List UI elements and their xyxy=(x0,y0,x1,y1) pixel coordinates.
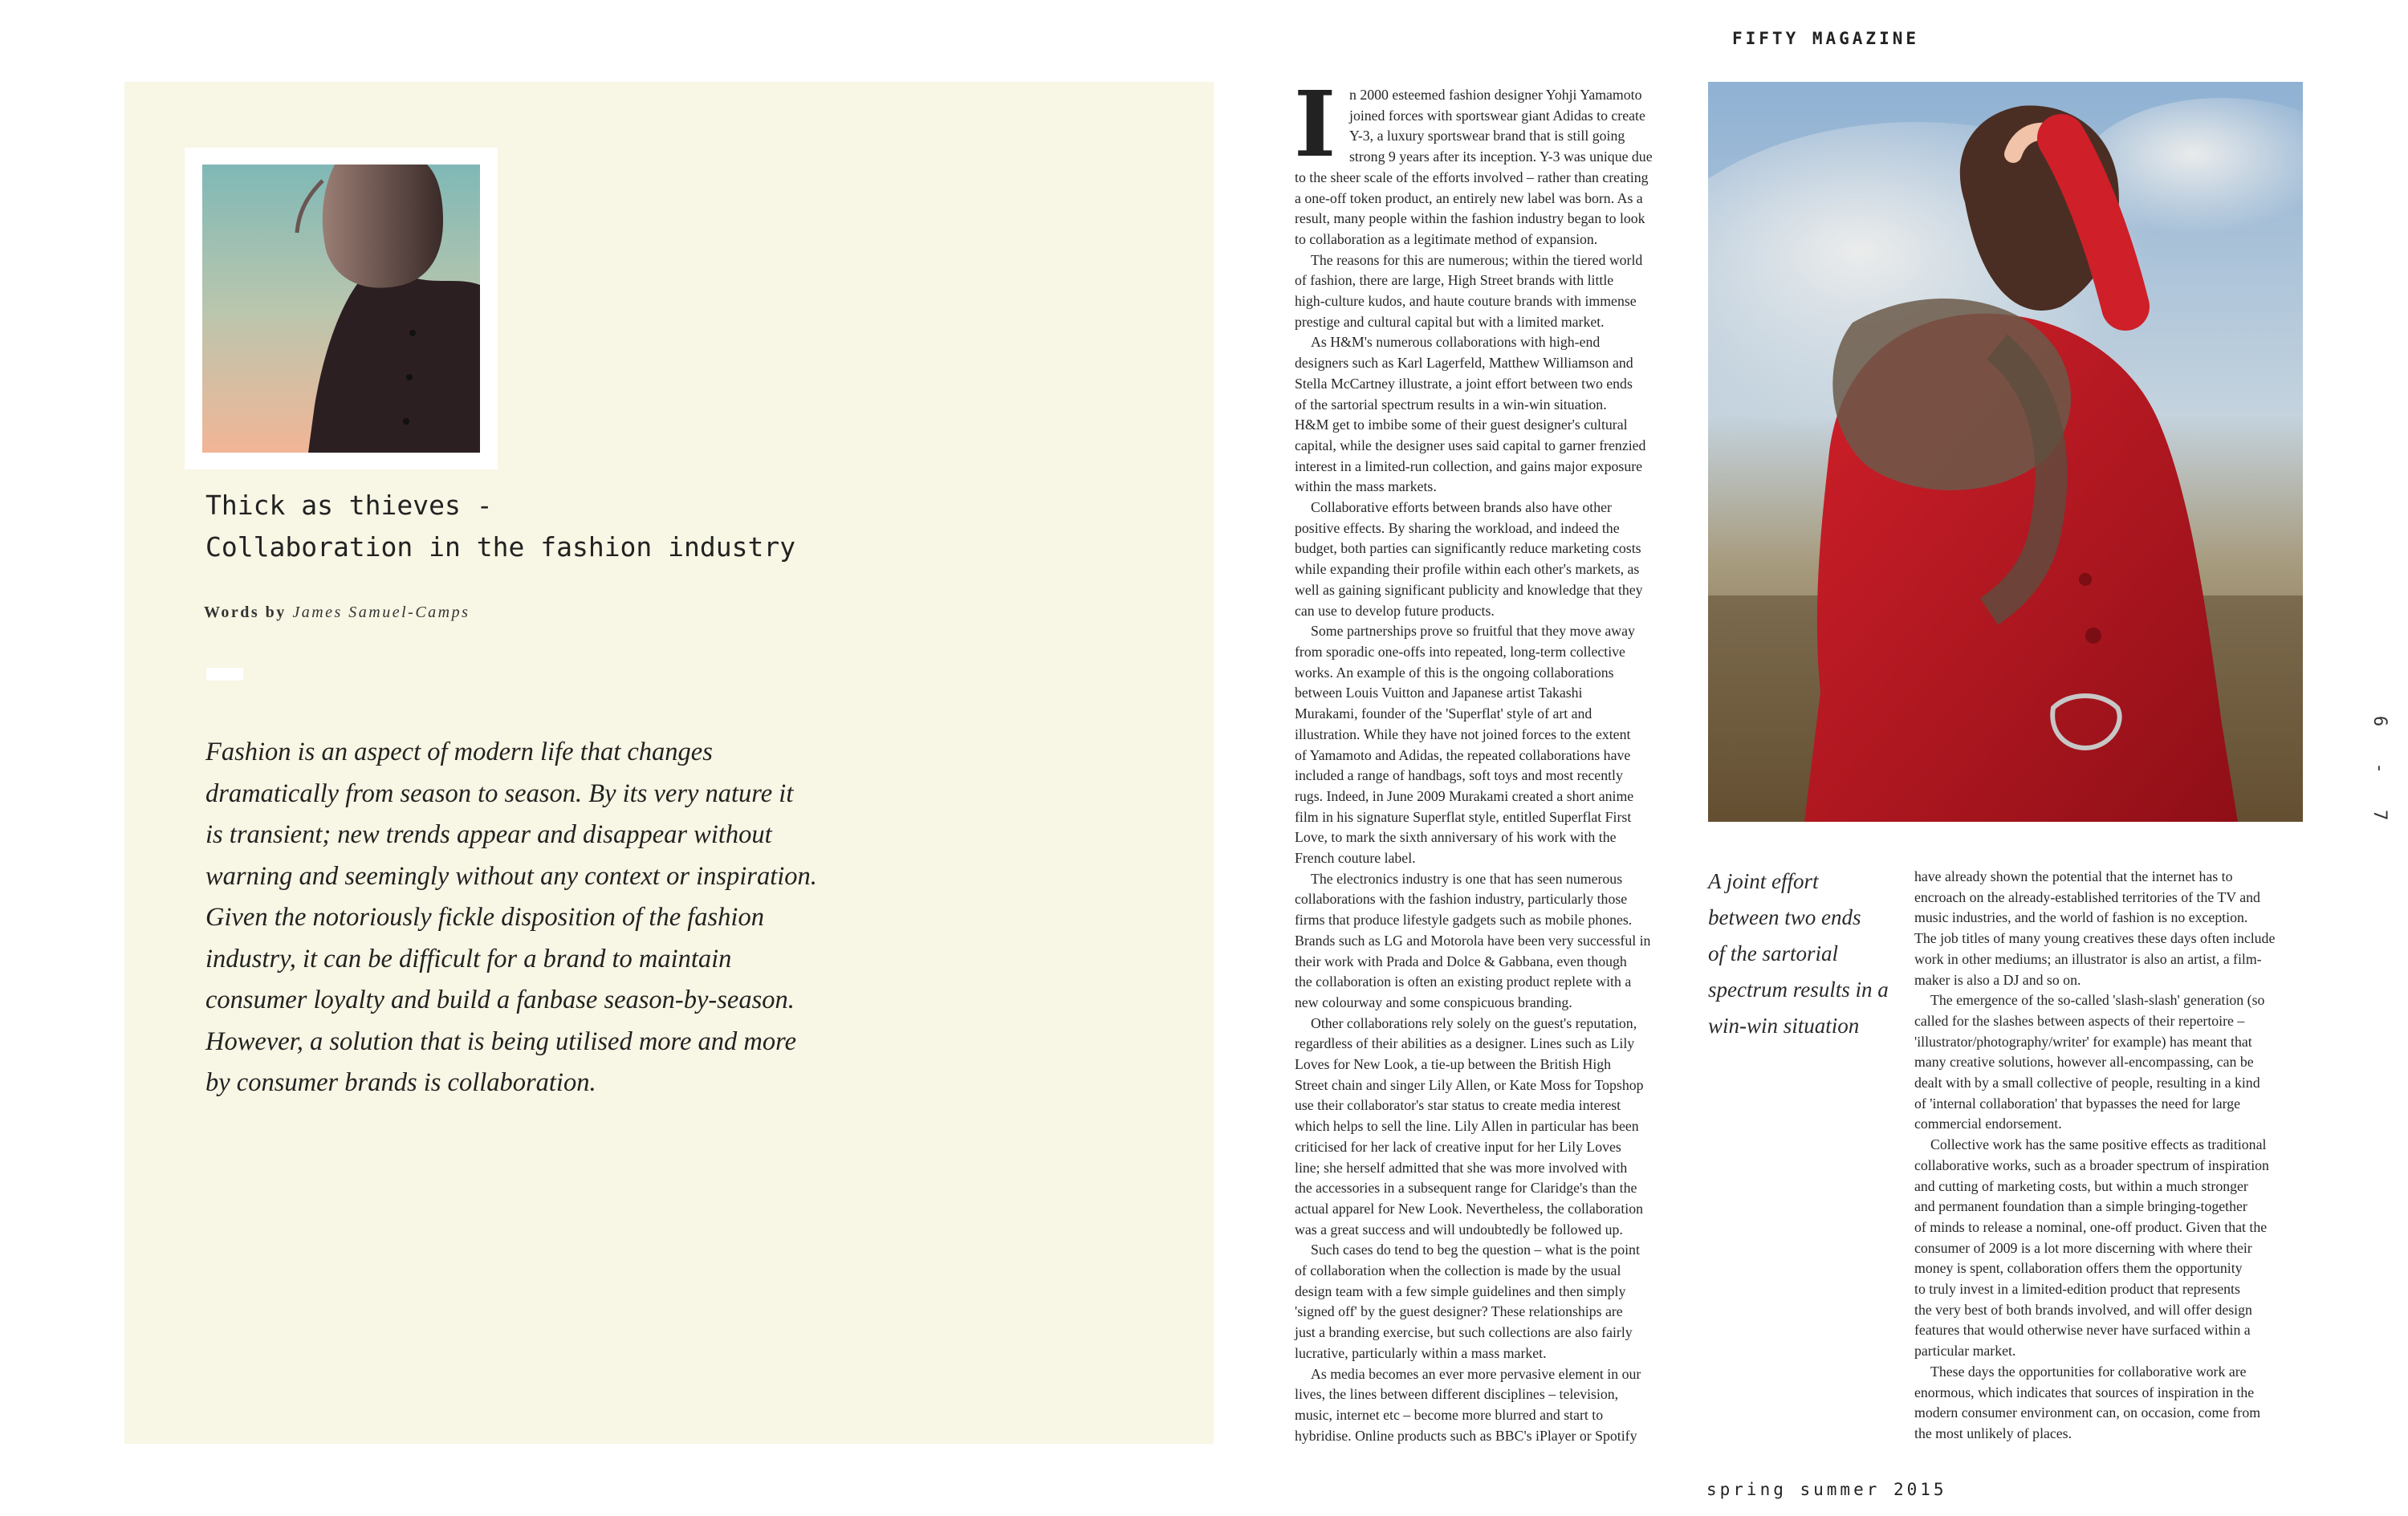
body-text-line: particular market. xyxy=(1914,1343,2016,1360)
body-column-3 xyxy=(1914,867,2308,1445)
body-text-line: French couture label. xyxy=(1295,850,1416,867)
body-text-line: encroach on the already-established territories of the TV and xyxy=(1914,888,2260,905)
body-text-line: high-culture kudos, and haute couture brands with immense xyxy=(1295,293,1637,310)
body-text-line: a one-off token product, an entirely new label was born. As a xyxy=(1295,189,1643,206)
woman-in-coat-photo xyxy=(202,165,480,453)
body-text-line: music, internet etc – become more blurred and start to xyxy=(1295,1407,1604,1423)
body-text-line: collaborations with the fashion industry, particularly those xyxy=(1295,891,1628,908)
body-text-line: the collaboration is often an existing product replete with a xyxy=(1295,973,1632,990)
body-text-line: collaborative works, such as a broader spectrum of inspiration xyxy=(1914,1156,2269,1173)
body-text-line: the accessories in a subsequent range for Claridge's than the xyxy=(1295,1180,1637,1197)
pull-quote xyxy=(1708,864,1909,1044)
body-text-line: film in his signature Superflat style, entitled Superflat First xyxy=(1295,808,1632,825)
body-text-line: Street chain and singer Lily Allen, or Kate Moss for Topshop xyxy=(1295,1076,1644,1093)
body-text-line: As media becomes an ever more pervasive element in our xyxy=(1311,1365,1641,1382)
body-text-line: of the sartorial spectrum results in a win-win situation. xyxy=(1295,396,1607,413)
body-text-line: and cutting of marketing costs, but within a much stronger xyxy=(1914,1177,2248,1194)
body-text-line: designers such as Karl Lagerfeld, Matthew Williamson and xyxy=(1295,355,1633,372)
pull-quote-line: spectrum results in a xyxy=(1708,977,1889,1002)
body-text-line: the most unlikely of places. xyxy=(1914,1425,2072,1441)
body-text-line: music industries, and the world of fashion is no exception. xyxy=(1914,909,2248,926)
body-text-line: illustration. While they have not joined forces to the extent xyxy=(1295,725,1631,742)
body-text-line: Loves for New Look, a tie-up between the British High xyxy=(1295,1056,1612,1073)
pull-quote-line: win-win situation xyxy=(1708,1014,1860,1038)
body-text-line: maker is also a DJ and so on. xyxy=(1914,971,2081,988)
byline xyxy=(204,604,470,622)
body-text-line: lucrative, particularly within a mass market. xyxy=(1295,1344,1547,1361)
body-text-line: 'signed off' by the guest designer? These relationships are xyxy=(1295,1303,1623,1320)
body-text-line: have already shown the potential that the internet has to xyxy=(1914,868,2233,884)
body-text-line: Y-3, a luxury sportswear brand that is still going xyxy=(1349,128,1625,144)
body-text-line: As H&M's numerous collaborations with high-end xyxy=(1311,334,1601,351)
intro-line: consumer loyalty and build a fanbase season-by-season. xyxy=(205,986,795,1014)
body-text-line: dealt with by a small collective of people, resulting in a kind xyxy=(1914,1075,2260,1091)
body-text-line: Stella McCartney illustrate, a joint effort between two ends xyxy=(1295,375,1633,392)
body-text-line: the very best of both brands involved, and will offer design xyxy=(1914,1301,2252,1318)
body-text-line: The reasons for this are numerous; within the tiered world xyxy=(1311,251,1643,268)
body-text-line: The electronics industry is one that has seen numerous xyxy=(1311,870,1623,887)
intro-line: industry, it can be difficult for a brand to maintain xyxy=(205,944,732,973)
body-text-line: actual apparel for New Look. Nevertheless, the collaboration xyxy=(1295,1200,1643,1217)
intro-line: Fashion is an aspect of modern life that changes xyxy=(205,738,713,766)
body-text-line: within the mass markets. xyxy=(1295,478,1437,495)
body-text-line: of 'internal collaboration' that bypasses the need for large xyxy=(1914,1095,2241,1112)
pull-quote-line: A joint effort xyxy=(1708,869,1819,893)
body-text-line: capital, while the designer uses said capital to garner frenzied xyxy=(1295,437,1646,453)
woman-in-red-coat-photo xyxy=(1708,82,2303,822)
body-text-line: of Yamamoto and Adidas, the repeated collaborations have xyxy=(1295,746,1631,763)
body-text-line: modern consumer environment can, on occasion, come from xyxy=(1914,1404,2261,1421)
body-text-line: Other collaborations rely solely on the guest's reputation, xyxy=(1311,1014,1637,1031)
body-text-line: H&M get to imbibe some of their guest designer's cultural xyxy=(1295,417,1628,433)
body-text-line: regardless of their abilities as a designer. Lines such as Lily xyxy=(1295,1035,1635,1052)
body-text-line: strong 9 years after its inception. Y-3 was unique due xyxy=(1349,148,1653,165)
body-text-line: 'illustrator/photography/writer' for example) has meant that xyxy=(1914,1033,2252,1050)
section-marker xyxy=(206,668,243,681)
article-headline xyxy=(205,485,928,568)
body-text-line: money is spent, collaboration offers them the opportunity xyxy=(1914,1260,2243,1277)
body-text-line: The emergence of the so-called 'slash-slash' generation (so xyxy=(1930,992,2265,1009)
headline-line-1: Thick as thieves - xyxy=(205,490,493,521)
body-text-line: of minds to release a nominal, one-off product. Given that the xyxy=(1914,1218,2268,1235)
body-text-line: works. An example of this is the ongoing collaborations xyxy=(1295,664,1614,681)
body-text-line: which helps to sell the line. Lily Allen in particular has been xyxy=(1295,1118,1639,1135)
body-text-line: joined forces with sportswear giant Adidas to create xyxy=(1349,107,1645,124)
body-text-line: Love, to mark the sixth anniversary of his work with the xyxy=(1295,829,1617,846)
body-text-line: Such cases do tend to beg the question – what is the point xyxy=(1311,1242,1640,1258)
body-text-line: while expanding their profile within each other's markets, as xyxy=(1295,561,1640,578)
body-text-line: firms that produce lifestyle gadgets such as mobile phones. xyxy=(1295,912,1633,929)
body-text-line: The job titles of many young creatives these days often include xyxy=(1914,930,2276,947)
body-text-line: Collaborative efforts between brands also have other xyxy=(1311,499,1612,516)
body-text-line: line; she herself admitted that she was more involved with xyxy=(1295,1159,1628,1176)
body-text-line: included a range of handbags, soft toys and most recently xyxy=(1295,767,1623,784)
body-text-line: of fashion, there are large, High Street brands with little xyxy=(1295,272,1614,289)
body-text-line: Some partnerships prove so fruitful that they move away xyxy=(1311,623,1635,640)
body-text-line: of collaboration when the collection is made by the usual xyxy=(1295,1262,1621,1279)
magazine-masthead: FIFTY MAGAZINE xyxy=(1732,29,1920,48)
body-text-line: to the sheer scale of the efforts involved – rather than creating xyxy=(1295,169,1649,185)
body-text-line: result, many people within the fashion industry began to look xyxy=(1295,210,1645,227)
body-text-line: budget, both parties can significantly reduce marketing costs xyxy=(1295,540,1641,557)
intro-line: Given the notoriously fickle disposition of the fashion xyxy=(205,903,764,932)
body-text-line: was a great success and will undoubtedly be followed up. xyxy=(1295,1221,1623,1238)
body-text-line: features that would otherwise never have surfaced within a xyxy=(1914,1322,2251,1339)
body-text-line: rugs. Indeed, in June 2009 Murakami created a short anime xyxy=(1295,787,1634,804)
body-text-line: commercial endorsement. xyxy=(1914,1116,2062,1132)
body-text-line: to collaboration as a legitimate method of expansion. xyxy=(1295,230,1598,247)
body-text-line: enormous, which indicates that sources of inspiration in the xyxy=(1914,1384,2255,1400)
body-text-line: These days the opportunities for collaborative work are xyxy=(1930,1363,2247,1380)
intro-paragraph xyxy=(205,732,848,1104)
body-text-line: design team with a few simple guidelines and then simply xyxy=(1295,1282,1626,1299)
body-text-line: well as gaining significant publicity and knowledge that they xyxy=(1295,581,1643,598)
body-column-1 xyxy=(1294,72,1680,1446)
body-text-line: lives, the lines between different disciplines – television, xyxy=(1295,1386,1619,1403)
body-text-line: hybridise. Online products such as BBC's iPlayer or Spotify xyxy=(1295,1427,1637,1444)
byline-label: Words by xyxy=(204,604,287,621)
intro-line: dramatically from season to season. By its very nature it xyxy=(205,778,794,808)
body-text-line: many creative solutions, however all-encompassing, can be xyxy=(1914,1054,2254,1071)
body-text-line: consumer of 2009 is a lot more discerning with where their xyxy=(1914,1239,2252,1256)
body-text-line: their work with Prada and Dolce & Gabbana, even though xyxy=(1295,953,1627,969)
body-text-line: called for the slashes between aspects of their repertoire – xyxy=(1914,1012,2245,1029)
issue-season: spring summer 2015 xyxy=(1706,1480,1947,1499)
body-text-line: positive effects. By sharing the workload, and indeed the xyxy=(1295,519,1620,536)
body-text-line: prestige and cultural capital but with a limited market. xyxy=(1295,313,1605,330)
body-text-line: just a branding exercise, but such collections are also fairly xyxy=(1295,1324,1633,1341)
page-numbers: 6 - 7 xyxy=(2369,716,2390,834)
body-text-line: n 2000 esteemed fashion designer Yohji Yamamoto xyxy=(1349,87,1642,103)
body-text-line: and permanent foundation than a simple bringing-together xyxy=(1914,1198,2247,1215)
pull-quote-line: of the sartorial xyxy=(1708,941,1839,965)
body-text-line: new colourway and some conspicuous branding. xyxy=(1295,994,1572,1010)
body-text-line: Murakami, founder of the 'Superflat' style of art and xyxy=(1295,705,1592,722)
byline-author: James Samuel-Camps xyxy=(292,604,470,621)
intro-line: is transient; new trends appear and disappear without xyxy=(205,820,772,849)
body-text-line: to truly invest in a limited-edition product that represents xyxy=(1914,1281,2240,1298)
intro-line: by consumer brands is collaboration. xyxy=(205,1068,596,1097)
small-photo-frame xyxy=(185,148,498,469)
body-text-line: Collective work has the same positive effects as traditional xyxy=(1930,1136,2267,1153)
body-text-line: from sporadic one-offs into repeated, long-term collective xyxy=(1295,643,1625,660)
body-text-line: between Louis Vuitton and Japanese artist Takashi xyxy=(1295,685,1583,701)
intro-line: However, a solution that is being utilised more and more xyxy=(205,1026,797,1056)
body-text-line: Brands such as LG and Motorola have been very successful in xyxy=(1295,932,1651,949)
headline-line-2: Collaboration in the fashion industry xyxy=(205,531,796,563)
drop-cap: I xyxy=(1294,72,1336,177)
intro-line: warning and seemingly without any context or inspiration. xyxy=(205,861,817,891)
body-text-line: work in other mediums; an illustrator is also an artist, a film- xyxy=(1914,950,2262,967)
pull-quote-line: between two ends xyxy=(1708,905,1861,929)
body-text-line: criticised for her lack of creative input for her Lily Loves xyxy=(1295,1138,1621,1155)
body-text-line: interest in a limited-run collection, and gains major exposure xyxy=(1295,457,1643,474)
body-text-line: can use to develop future products. xyxy=(1295,602,1495,619)
body-text-line: use their collaborator's star status to create media interest xyxy=(1295,1097,1621,1114)
